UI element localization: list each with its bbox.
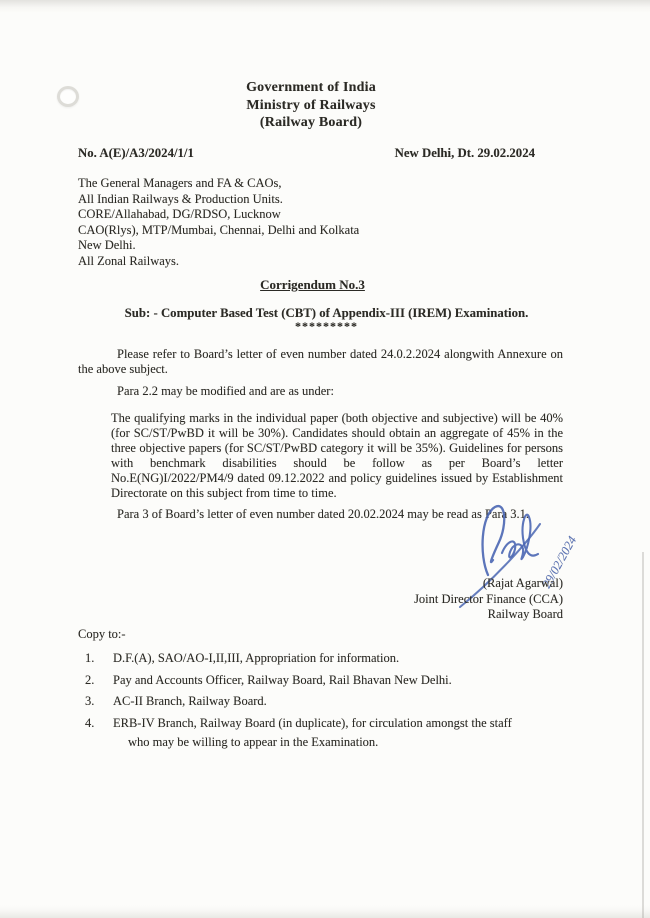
scan-edge-bottom [0,905,650,918]
corrigendum-heading: Corrigendum No.3 [260,277,365,292]
letter-number: No. A(E)/A3/2024/1/1 [78,146,194,160]
copy-item-text [113,716,585,750]
signatory-name: (Rajat Agarwal) [482,576,563,590]
copy-to-list [85,651,585,757]
letterhead [0,79,622,132]
copy-to-label: Copy to:- [78,627,126,641]
letterhead-country: Government of India [246,80,376,95]
paragraph-22-intro: Para 2.2 may be modified and are as under: [117,384,334,398]
paragraph-22-body: The qualifying marks in the individual paper (both objective and subjective) will be 40% (for SC/ST/PwBD it will be 30%). Candidates should obtain an aggregate of 45% in the three objective papers (for SC/ST/PwBD category it will be 35%). Guidelines for persons with benchmark disabilities should be follow as per Board’s letter No.E(NG)I/2022/PM4/9 dated 09.12.2022 and policy guidelines issued by Establishment Directorate on this subject from time to time. [111,411,563,500]
signature-date-text: 29/02/2024 [539,533,580,591]
copy-item-text-line2: who may be willing to appear in the Examination. [128,734,379,749]
recipient-line: The General Managers and FA & CAOs, [78,176,282,190]
scan-edge-top [0,0,650,13]
copy-item [85,651,585,666]
recipient-line: All Indian Railways & Production Units. [78,191,283,206]
signatory-organisation: Railway Board [487,607,563,622]
signatory-block [313,576,563,623]
recipient-address-block [78,176,578,269]
recipient-line: All Zonal Railways. [78,253,180,268]
copy-item [85,673,585,688]
letterhead-board: (Railway Board) [259,115,363,130]
paragraph-3: Para 3 of Board’s letter of even number dated 20.02.2024 may be read as Para 3.1. [117,507,530,521]
copy-item-number: 1. [85,651,95,665]
copy-item [85,694,585,709]
recipient-line: CAO(Rlys), MTP/Mumbai, Chennai, Delhi and Kolkata [78,222,360,237]
copy-item-text-line1: ERB-IV Branch, Railway Board (in duplicate), for circulation amongst the staff [113,715,512,730]
recipient-line: New Delhi. [78,238,136,252]
place-and-date: New Delhi, Dt. 29.02.2024 [394,146,535,160]
copy-item-text: AC-II Branch, Railway Board. [113,694,267,709]
copy-item [85,716,585,750]
recipient-line: CORE/Allahabad, DG/RDSO, Lucknow [78,207,281,221]
copy-item-text: D.F.(A), SAO/AO-I,II,III, Appropriation for information. [113,651,400,665]
paragraph-refer: Please refer to Board’s letter of even number dated 24.0.2.2024 alongwith Annexure on the above subject. [78,347,563,377]
copy-item-text: Pay and Accounts Officer, Railway Board, Rail Bhavan New Delhi. [113,672,452,687]
signatory-designation: Joint Director Finance (CCA) [414,591,563,606]
copy-item-number: 2. [85,672,95,687]
copy-item-number: 4. [85,715,95,730]
scan-edge-right-line [642,552,644,918]
letterhead-ministry: Ministry of Railways [246,97,376,113]
reference-row [78,146,563,161]
subject-line: Sub: - Computer Based Test (CBT) of Appendix-III (IREM) Examination. [124,306,529,320]
asterisk-separator: ********* [295,319,358,333]
copy-item-number: 3. [85,694,95,709]
